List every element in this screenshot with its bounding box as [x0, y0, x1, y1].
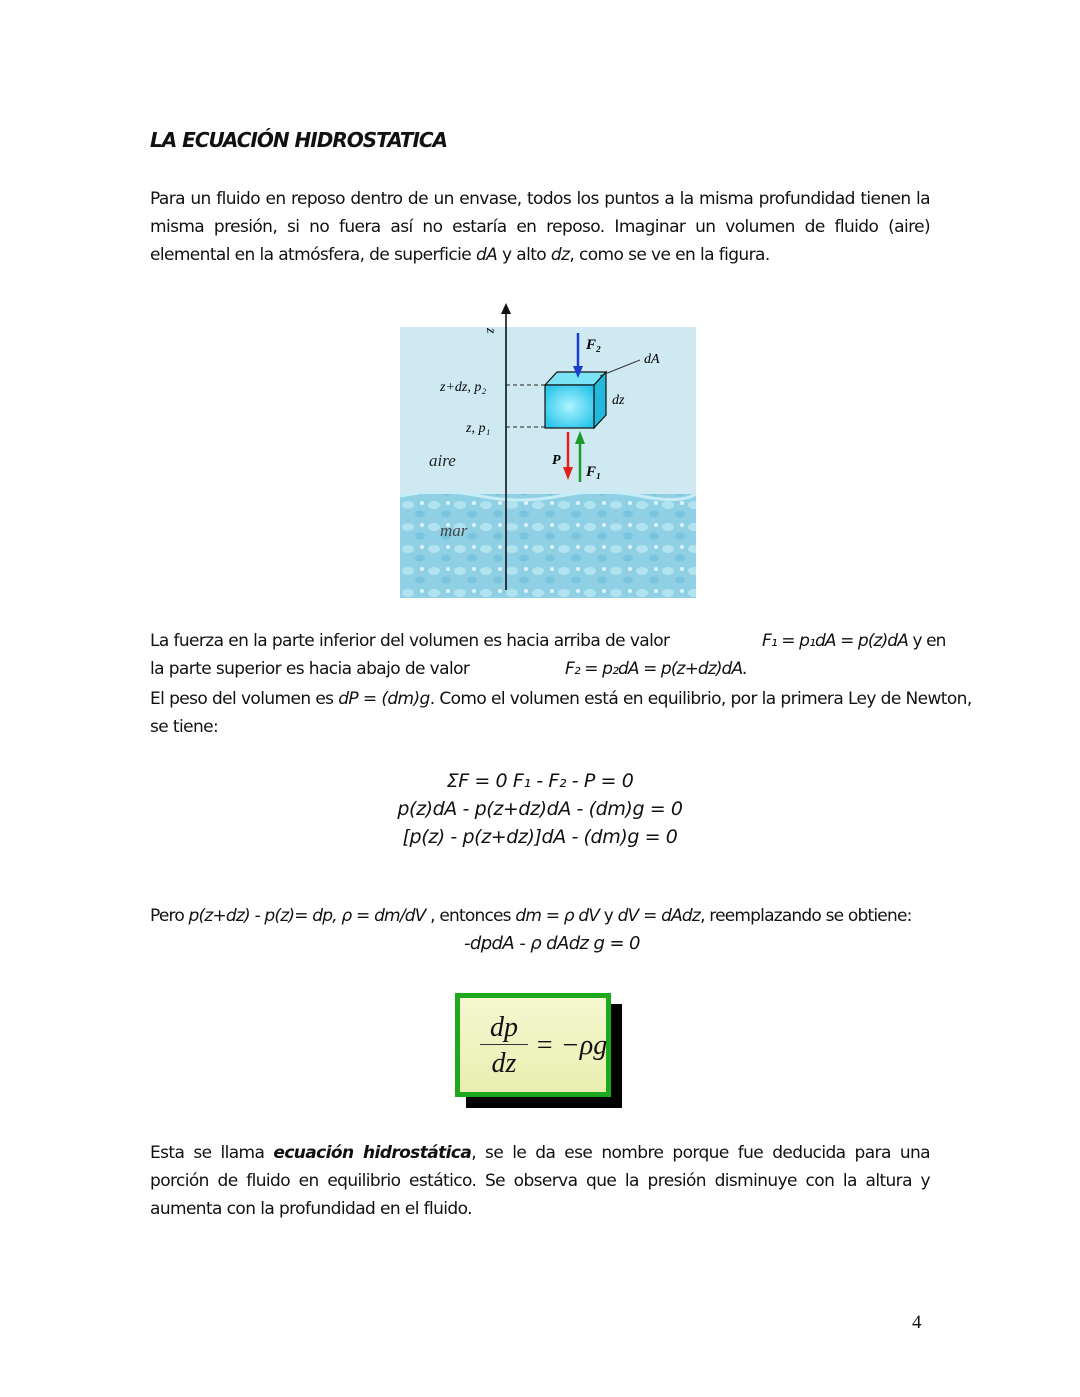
z-axis-label: z: [483, 328, 498, 334]
page-title: LA ECUACIÓN HIDROSTATICA: [150, 128, 448, 152]
intro-dA: dA: [475, 245, 498, 265]
weight-label: P: [552, 453, 561, 468]
boxed-rhs: = −ρg: [535, 1030, 608, 1061]
boxed-denominator: dz: [491, 1048, 517, 1079]
boxed-numerator: dp: [480, 1012, 528, 1045]
forces-line-1-eq: F₁ = p₁dA = p(z)dA y en: [762, 631, 946, 651]
forces-line-2: la parte superior es hacia abajo de valor: [150, 659, 470, 679]
intro-text-1: Para un fluido en reposo dentro de un envase, todos los puntos a la misma profundidad tienen la misma presión, si no fuera así no estaría en reposo. Imaginar un volumen de fluido (aire) elemental en la atmósfera, de superficie: [150, 189, 930, 265]
forces-line-4: se tiene:: [150, 717, 219, 737]
forces-line-1: La fuerza en la parte inferior del volumen es hacia arriba de valor: [150, 631, 670, 651]
substitution-result: -dpdA - ρ dAdz g = 0: [464, 933, 640, 954]
substitution-line: Pero p(z+dz) - p(z)= dp, ρ = dm/dV , entonces dm = ρ dV y dV = dAdz, reemplazando se obtiene:: [150, 906, 912, 926]
f2-label: F₂: [586, 337, 602, 353]
mar-label: mar: [440, 521, 468, 540]
conclusion-paragraph: Esta se llama ecuación hidrostática, se le da ese nombre porque fue deducida para una porción de fluido en equilibrio estático. Se observa que la presión disminuye con la altura y aumenta con la profundidad en el fluido.: [150, 1143, 930, 1219]
label-z-p1: z, p₁: [466, 421, 491, 436]
forces-line-2-eq: F₂ = p₂dA = p(z+dz)dA.: [565, 659, 748, 679]
aire-label: aire: [429, 451, 456, 470]
label-z-dz-p2: z+dz, p₂: [440, 380, 487, 395]
dz-label: dz: [612, 393, 625, 408]
equation-2: p(z)dA - p(z+dz)dA - (dm)g = 0: [397, 798, 683, 820]
fluid-cube: [545, 372, 606, 428]
intro-paragraph: [150, 185, 930, 269]
conclusion-term: ecuación hidrostática: [273, 1143, 472, 1163]
f1-label: F₁: [586, 464, 602, 480]
boxed-equation: [455, 993, 611, 1097]
hydrostatic-figure: [400, 300, 696, 598]
equation-3: [p(z) - p(z+dz)]dA - (dm)g = 0: [402, 826, 678, 848]
page-number: 4: [912, 1312, 922, 1333]
equation-1: ΣF = 0 F₁ - F₂ - P = 0: [446, 770, 634, 792]
intro-text-2: y alto: [497, 245, 551, 265]
intro-dz: dz: [550, 245, 570, 265]
dA-label: dA: [644, 352, 660, 367]
forces-line-3: El peso del volumen es dP = (dm)g. Como el volumen está en equilibrio, por la primera Ley de Newton,: [150, 689, 972, 709]
intro-text-3: , como se ve en la figura.: [569, 245, 770, 265]
